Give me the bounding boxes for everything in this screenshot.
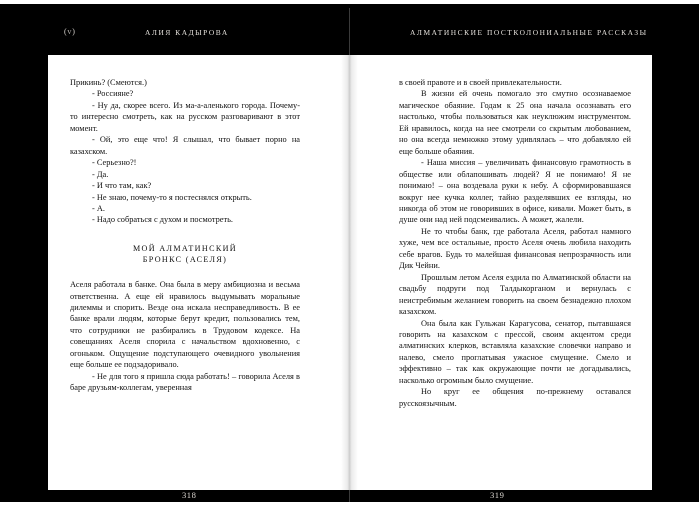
verso-author-name: АЛИЯ КАДЫРОВА <box>145 28 229 37</box>
recto-page <box>349 55 652 490</box>
section-heading-line-2: БРОНКС (АСЕЛЯ) <box>142 255 228 265</box>
folio-band <box>0 490 699 525</box>
section-heading <box>70 243 300 266</box>
paragraph: Но круг ее общения по-прежнему оставался русскоязычным. <box>399 387 631 408</box>
paragraph: - Не знаю, почему-то я постеснялся открыть. <box>92 192 252 202</box>
recto-page-number: 319 <box>490 490 505 500</box>
verso-page-number: 318 <box>182 490 197 500</box>
recto-text-column <box>399 77 631 409</box>
paragraph: В жизни ей очень помогало это смутно осознаваемое магическое обаяние. Годам к 25 она начала осознавать его настолько, чтобы пользоваться как неуклюжим инструментом. Ей нравилось, когда на нее смотрели со скрытым любованием, но она всегда немножко этому удивлялась – что добавляло ей еще больше обаяния. <box>399 89 631 156</box>
folio-spine-divider <box>349 490 350 502</box>
recto-book-title: АЛМАТИНСКИЕ ПОСТКОЛОНИАЛЬНЫЕ РАССКАЗЫ <box>410 28 648 37</box>
verso-page <box>48 55 349 490</box>
paragraph: - Серьезно?! <box>92 158 137 168</box>
paragraph: - Россияне? <box>92 89 134 99</box>
head-spine-divider <box>349 8 350 55</box>
paragraph: Аселя работала в банке. Она была в меру амбициозна и весьма ответственна. А еще ей нравилось выдумывать моральные дилеммы и спорить. Везде она искала несправедливость. В ее банке врали людям, которые берут кредит, пользовались тем, что сотрудники не разбирались в Трудовом кодексе. На совещаниях Аселя спорила с начальством вдохновенно, с огоньком. Ощущение подступающего очевидного увольнения еще больше ее подзадоривало. <box>70 280 300 370</box>
verso-text-column <box>70 77 300 394</box>
paragraph: Прошлым летом Аселя ездила по Алматинской области на свадьбу подруги под Талдыкорганом и вернулась с неистребимым желанием говорить на своем безнадежно плохом казахском. <box>399 272 631 317</box>
recto-running-head <box>349 0 699 55</box>
paragraph: Она была как Гульжан Карагусова, сенатор, пытавшаяся говорить на казахском с прессой, своим акцентом среди алматинских клерков, вставляла казахские словечки направо и налево, смело проглатывая ужасное смущение. Смело и эффективно – так как окружающие почти не догадывались, насколько огромным было смущение. <box>399 318 631 385</box>
section-heading-line-1: МОЙ АЛМАТИНСКИЙ <box>133 243 237 253</box>
paragraph: в своей правоте и в своей привлекательности. <box>399 78 562 87</box>
running-head-band <box>0 0 699 55</box>
paragraph: Не то чтобы банк, где работала Аселя, работал намного хуже, чем все остальные, просто Аселя очень любила находить себе врагов. Будь то малейшая финансовая непрозрачность или Дик Чейни. <box>399 226 631 271</box>
paragraph: - Надо собраться с духом и посмотреть. <box>92 215 233 225</box>
paragraph: - Ну да, скорее всего. Из ма-а-аленького города. Почему-то интересно смотреть, как на русском разговаривают в этот момент. <box>70 100 300 133</box>
paragraph: - И что там, как? <box>92 181 152 191</box>
paragraph: - Ой, это еще что! Я слышал, что бывает порно на казахском. <box>70 135 300 156</box>
paragraph: - Не для того я пришла сюда работать! – говорила Аселя в баре друзьям-коллегам, уверенная <box>70 371 300 393</box>
paragraph: Прикинь? (Смеются.) <box>70 78 147 87</box>
paragraph: - А. <box>92 203 105 213</box>
verso-running-head <box>0 0 349 55</box>
verso-roman-folio: (v) <box>64 27 76 36</box>
paragraph: - Да. <box>92 169 109 179</box>
paragraph: - Наша миссия – увеличивать финансовую грамотность в обществе или облапошивать людей? Я не понимаю! Я не понимаю! – она воздевала руки к небу. А сформировавшаяся вокруг нее кучка коллег, тайно разделявших ее взгляды, но никогда об этом не говоривших в офисе, кивали. Может быть, в душе они над ней подсмеивались. А может, жалели. <box>399 158 631 225</box>
